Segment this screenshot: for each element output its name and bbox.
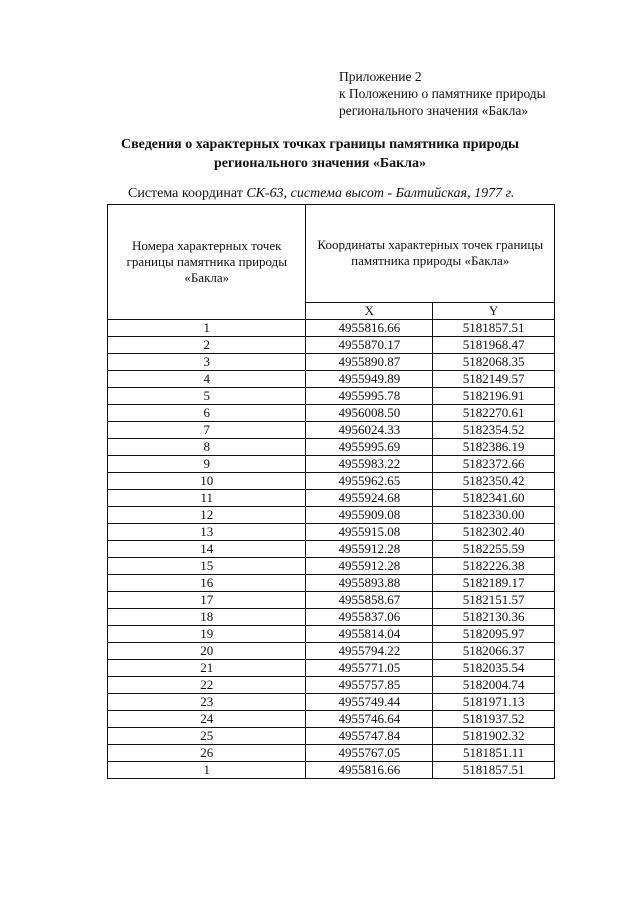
y-coordinate-cell: 5182004.74: [433, 677, 555, 694]
table-row: [108, 405, 555, 422]
table-row: [108, 592, 555, 609]
appendix-note: [339, 68, 546, 119]
table-row: [108, 473, 555, 490]
point-number-cell: 25: [108, 728, 306, 745]
point-number-cell: 16: [108, 575, 306, 592]
point-number-cell: 12: [108, 507, 306, 524]
table-row: [108, 320, 555, 337]
point-number-cell: 24: [108, 711, 306, 728]
point-number-cell: 20: [108, 643, 306, 660]
point-number-cell: 9: [108, 456, 306, 473]
y-coordinate-cell: 5181857.51: [433, 762, 555, 779]
y-coordinate-cell: 5182386.19: [433, 439, 555, 456]
x-coordinate-cell: 4955814.04: [306, 626, 433, 643]
y-coordinate-cell: 5182255.59: [433, 541, 555, 558]
y-coordinate-cell: 5182341.60: [433, 490, 555, 507]
y-coordinate-cell: 5182151.57: [433, 592, 555, 609]
x-coordinate-cell: 4955995.69: [306, 439, 433, 456]
x-coordinate-cell: 4955757.85: [306, 677, 433, 694]
y-coordinate-cell: 5182302.40: [433, 524, 555, 541]
table-row: [108, 745, 555, 762]
point-number-cell: 18: [108, 609, 306, 626]
point-number-cell: 3: [108, 354, 306, 371]
y-coordinate-cell: 5181851.11: [433, 745, 555, 762]
appendix-line: к Положению о памятнике природы: [339, 86, 546, 101]
point-number-cell: 21: [108, 660, 306, 677]
point-number-cell: 10: [108, 473, 306, 490]
y-coordinate-cell: 5182196.91: [433, 388, 555, 405]
table-row: [108, 422, 555, 439]
appendix-line: регионального значения «Бакла»: [339, 103, 529, 118]
appendix-line: Приложение 2: [339, 69, 422, 84]
table-row: [108, 541, 555, 558]
table-row: [108, 677, 555, 694]
table-row: [108, 456, 555, 473]
x-coordinate-cell: 4955767.05: [306, 745, 433, 762]
x-coordinate-cell: 4956008.50: [306, 405, 433, 422]
y-coordinate-cell: 5182095.97: [433, 626, 555, 643]
y-coordinate-cell: 5182035.54: [433, 660, 555, 677]
table-row: [108, 728, 555, 745]
y-coordinate-cell: 5181968.47: [433, 337, 555, 354]
header-coordinates: Координаты характерных точек границы памятника природы «Бакла»: [306, 205, 555, 303]
y-coordinate-cell: 5182270.61: [433, 405, 555, 422]
table-row: [108, 439, 555, 456]
header-y: Y: [433, 302, 555, 319]
x-coordinate-cell: 4955983.22: [306, 456, 433, 473]
y-coordinate-cell: 5182068.35: [433, 354, 555, 371]
point-number-cell: 26: [108, 745, 306, 762]
y-coordinate-cell: 5182226.38: [433, 558, 555, 575]
boundary-points-table: [107, 204, 555, 779]
y-coordinate-cell: 5182130.36: [433, 609, 555, 626]
x-coordinate-cell: 4955858.67: [306, 592, 433, 609]
point-number-cell: 1: [108, 762, 306, 779]
y-coordinate-cell: 5181937.52: [433, 711, 555, 728]
y-coordinate-cell: 5182372.66: [433, 456, 555, 473]
point-number-cell: 17: [108, 592, 306, 609]
header-x: X: [306, 302, 433, 319]
table-row: [108, 524, 555, 541]
table-row: [108, 643, 555, 660]
point-number-cell: 6: [108, 405, 306, 422]
point-number-cell: 14: [108, 541, 306, 558]
point-number-cell: 8: [108, 439, 306, 456]
y-coordinate-cell: 5182350.42: [433, 473, 555, 490]
table-row: [108, 337, 555, 354]
y-coordinate-cell: 5182354.52: [433, 422, 555, 439]
y-coordinate-cell: 5181902.32: [433, 728, 555, 745]
point-number-cell: 15: [108, 558, 306, 575]
point-number-cell: 19: [108, 626, 306, 643]
point-number-cell: 23: [108, 694, 306, 711]
point-number-cell: 4: [108, 371, 306, 388]
point-number-cell: 22: [108, 677, 306, 694]
point-number-cell: 13: [108, 524, 306, 541]
heading-line: регионального значения «Бакла»: [213, 156, 427, 171]
table-row: [108, 762, 555, 779]
point-number-cell: 7: [108, 422, 306, 439]
x-coordinate-cell: 4955870.17: [306, 337, 433, 354]
point-number-cell: 5: [108, 388, 306, 405]
coordinate-system-value: СК-63, система высот - Балтийская, 1977 г.: [246, 186, 515, 201]
table-row: [108, 609, 555, 626]
y-coordinate-cell: 5181857.51: [433, 320, 555, 337]
table-row: [108, 558, 555, 575]
coordinate-system-label: Система координат: [128, 186, 247, 201]
table-row: [108, 626, 555, 643]
x-coordinate-cell: 4955794.22: [306, 643, 433, 660]
x-coordinate-cell: 4955915.08: [306, 524, 433, 541]
table-row: [108, 694, 555, 711]
x-coordinate-cell: 4955771.05: [306, 660, 433, 677]
y-coordinate-cell: 5182149.57: [433, 371, 555, 388]
x-coordinate-cell: 4955837.06: [306, 609, 433, 626]
x-coordinate-cell: 4955747.84: [306, 728, 433, 745]
y-coordinate-cell: 5182330.00: [433, 507, 555, 524]
table-row: [108, 388, 555, 405]
x-coordinate-cell: 4955893.88: [306, 575, 433, 592]
x-coordinate-cell: 4955949.89: [306, 371, 433, 388]
y-coordinate-cell: 5181971.13: [433, 694, 555, 711]
x-coordinate-cell: 4955912.28: [306, 541, 433, 558]
document-heading: [0, 135, 640, 173]
table-row: [108, 490, 555, 507]
x-coordinate-cell: 4955890.87: [306, 354, 433, 371]
x-coordinate-cell: 4955912.28: [306, 558, 433, 575]
y-coordinate-cell: 5182066.37: [433, 643, 555, 660]
table-row: [108, 711, 555, 728]
coordinate-system-line: [128, 186, 514, 202]
table-row: [108, 575, 555, 592]
y-coordinate-cell: 5182189.17: [433, 575, 555, 592]
point-number-cell: 2: [108, 337, 306, 354]
header-point-number: Номера характерных точек границы памятника природы «Бакла»: [108, 205, 306, 320]
table-row: [108, 660, 555, 677]
x-coordinate-cell: 4955924.68: [306, 490, 433, 507]
table-row: [108, 507, 555, 524]
table-row: [108, 371, 555, 388]
x-coordinate-cell: 4955816.66: [306, 762, 433, 779]
table-row: [108, 354, 555, 371]
x-coordinate-cell: 4956024.33: [306, 422, 433, 439]
point-number-cell: 1: [108, 320, 306, 337]
point-number-cell: 11: [108, 490, 306, 507]
x-coordinate-cell: 4955749.44: [306, 694, 433, 711]
x-coordinate-cell: 4955746.64: [306, 711, 433, 728]
x-coordinate-cell: 4955909.08: [306, 507, 433, 524]
heading-line: Сведения о характерных точках границы памятника природы: [121, 137, 519, 152]
x-coordinate-cell: 4955962.65: [306, 473, 433, 490]
x-coordinate-cell: 4955816.66: [306, 320, 433, 337]
x-coordinate-cell: 4955995.78: [306, 388, 433, 405]
